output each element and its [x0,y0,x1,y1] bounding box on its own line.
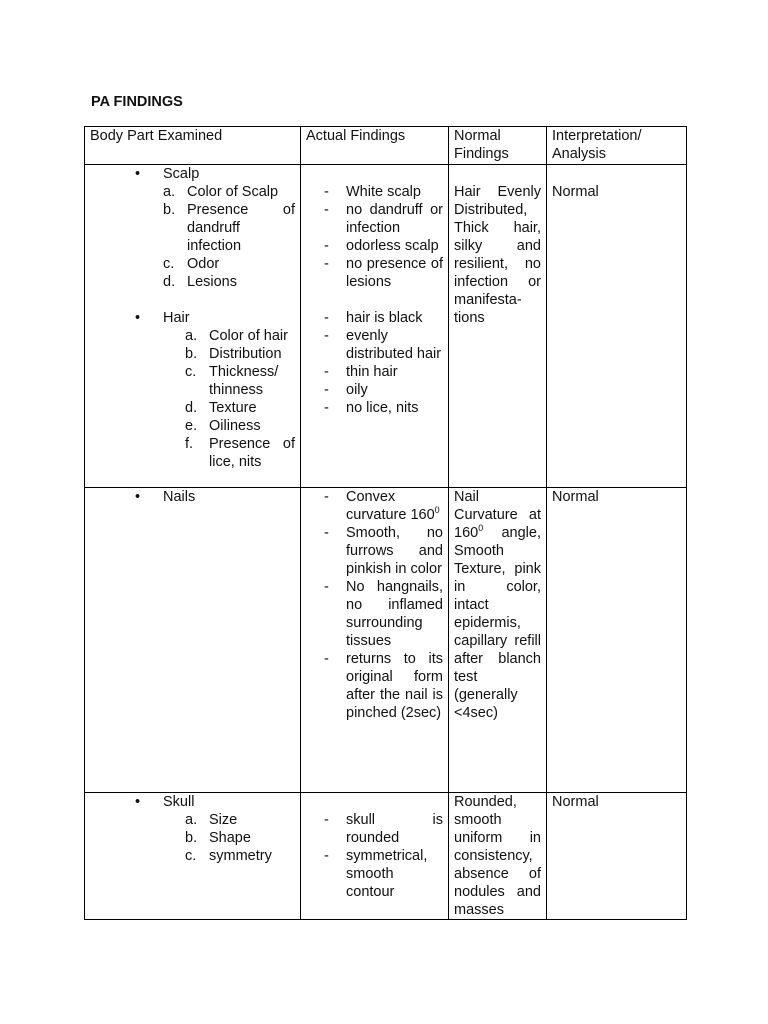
body-part-label: Scalp [163,166,200,182]
actual-skull-list [306,811,443,901]
list-item: - Convex curvature $160^0$ [321,488,443,524]
list-item: b. Distribution [185,346,282,362]
list-item: c. symmetry [185,848,272,864]
list-item: - thin hair [321,363,443,381]
list-item: d. Lesions [163,274,237,290]
list-item: - hair is black [321,309,443,327]
actual-nails-list [306,488,443,722]
actual-hair-list [306,309,443,417]
list-item [135,488,295,506]
body-part-cell [85,488,301,793]
normal-findings-cell [449,793,547,920]
list-item: a. Color of Scalp [163,184,279,200]
table-row [85,793,687,920]
actual-scalp-list [306,183,443,291]
body-part-label: Nails [163,489,196,505]
list-item: - returns to its original form after the nail is pinched (2sec) [321,650,443,722]
list-item: b. Shape [185,830,251,846]
list-item: b. Presence of dandruff infection [163,202,295,254]
header-interpretation: Interpretation/ Analysis [547,127,687,165]
interpretation-cell [547,793,687,920]
list-item: - White scalp [321,183,443,201]
body-part-cell [85,165,301,488]
list-item: - oily [321,381,443,399]
list-item: - No hangnails, no inflamed surrounding tissues [321,578,443,650]
header-body-part: Body Part Examined [85,127,301,165]
table-header-row [85,127,687,165]
table-row [85,488,687,793]
interpretation-text: Normal [552,794,599,810]
body-part-label: Skull [163,794,195,810]
interpretation-text: Normal [552,489,599,505]
list-item: - no presence of lesions [321,255,443,291]
sub-list [163,327,295,471]
list-item: - symmetrical, smooth contour [321,847,443,901]
body-part-list [90,165,295,471]
list-item: - evenly distributed hair [321,327,443,363]
body-part-label: Hair [163,310,190,326]
body-part-cell [85,793,301,920]
list-item: - odorless scalp [321,237,443,255]
normal-findings-text: Nail Curvature at $160^0$ angle, Smooth Texture, pink in color, intact epidermis, capillary refill after blanch test (generally <4sec) [454,489,541,721]
actual-findings-cell [301,165,449,488]
interpretation-text: Normal [552,184,599,200]
normal-findings-text: Rounded, smooth uniform in consistency, absence of nodules and masses [454,794,541,918]
actual-findings-cell [301,793,449,920]
interpretation-cell [547,165,687,488]
interpretation-cell [547,488,687,793]
list-item: - no dandruff or infection [321,201,443,237]
sub-list [163,811,295,865]
header-normal-findings: Normal Findings [449,127,547,165]
normal-findings-cell [449,488,547,793]
list-item: a. Color of hair [185,328,288,344]
list-item: c. Odor [163,256,220,272]
list-item: f. Presence of lice, nits [185,436,295,470]
body-part-list [90,793,295,865]
list-item: e. Oiliness [185,418,261,434]
list-item [135,793,295,865]
list-item: - skull is rounded [321,811,443,847]
sub-list [163,183,295,291]
list-item [135,165,295,309]
normal-findings-cell [449,165,547,488]
actual-findings-cell [301,488,449,793]
page-title: PA FINDINGS [91,94,183,110]
body-part-list [90,488,295,506]
findings-table [84,126,687,920]
list-item: a. Size [185,812,238,828]
normal-findings-text: Hair Evenly Distributed, Thick hair, silky and resilient, no infection or manifesta-tions [454,184,541,326]
header-actual-findings: Actual Findings [301,127,449,165]
table-row [85,165,687,488]
list-item: - no lice, nits [321,399,443,417]
list-item [135,309,295,471]
list-item: d. Texture [185,400,257,416]
list-item: - Smooth, no furrows and pinkish in color [321,524,443,578]
list-item: c. Thickness/ thinness [185,364,279,398]
